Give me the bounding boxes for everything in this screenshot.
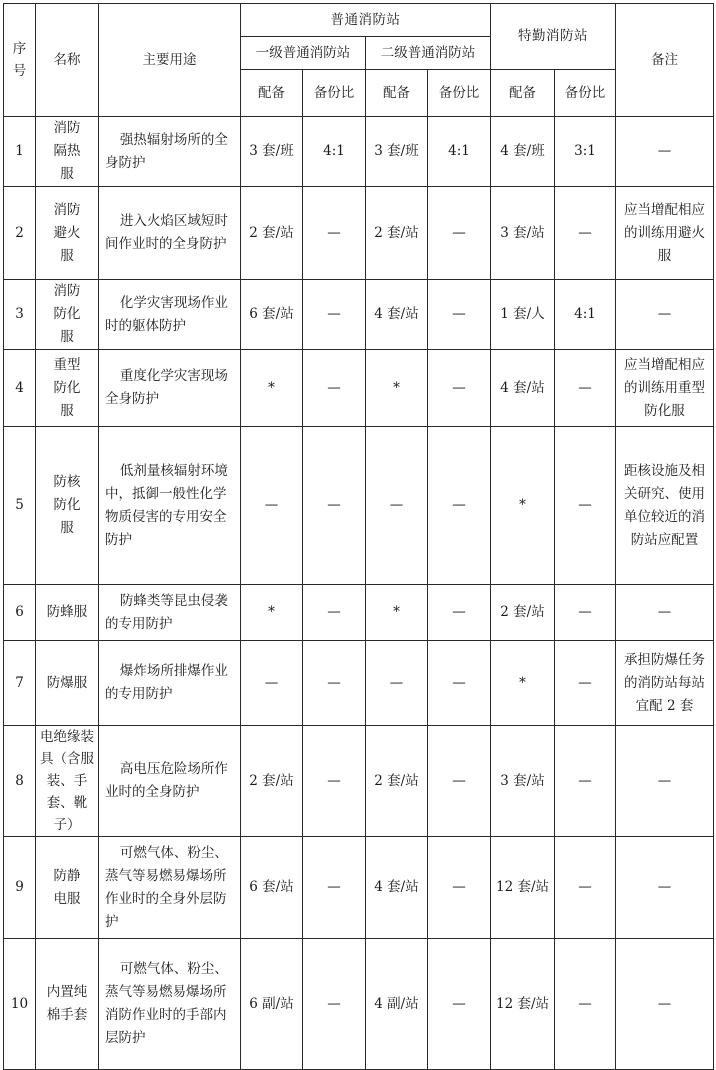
row-special-equip: 2 套/站 <box>491 585 555 641</box>
row-level2-equip: — <box>366 427 428 585</box>
row-level2-equip: 2 套/站 <box>366 726 428 837</box>
row-special-equip: * <box>491 641 555 726</box>
row-use: 可燃气体、粉尘、蒸气等易燃易爆场所作业时的全身外层防护 <box>99 837 241 939</box>
row-use: 强热辐射场所的全身防护 <box>99 117 241 187</box>
row-name: 消防避火服 <box>36 187 99 280</box>
row-special-ratio: — <box>555 726 616 837</box>
row-level2-ratio: — <box>428 187 491 280</box>
row-index: 6 <box>4 585 36 641</box>
table-row <box>4 187 714 280</box>
row-special-ratio: — <box>555 427 616 585</box>
header-row-1 <box>4 4 714 37</box>
table-row <box>4 641 714 726</box>
row-index: 7 <box>4 641 36 726</box>
row-special-ratio: — <box>555 187 616 280</box>
row-level2-ratio: — <box>428 427 491 585</box>
row-use: 化学灾害现场作业时的躯体防护 <box>99 280 241 350</box>
row-note: 距核设施及相关研究、使用单位较近的消防站应配置 <box>616 427 714 585</box>
row-level1-equip: * <box>241 585 303 641</box>
header-special-ratio: 备份比 <box>555 70 616 117</box>
header-special-station: 特勤消防站 <box>491 4 616 70</box>
row-level1-ratio: — <box>303 350 366 427</box>
row-name: 防静电服 <box>36 837 99 939</box>
table-row <box>4 726 714 837</box>
row-use: 可燃气体、粉尘、蒸气等易燃易爆场所消防作业时的手部内层防护 <box>99 939 241 1070</box>
row-level1-equip: 3 套/班 <box>241 117 303 187</box>
header-ordinary-station: 普通消防站 <box>241 4 491 37</box>
row-special-ratio: — <box>555 585 616 641</box>
row-level1-equip: 2 套/站 <box>241 726 303 837</box>
row-note: — <box>616 585 714 641</box>
row-special-ratio: 4:1 <box>555 280 616 350</box>
row-name: 重型防化服 <box>36 350 99 427</box>
row-level1-equip: — <box>241 427 303 585</box>
table-row <box>4 837 714 939</box>
row-name: 防核防化服 <box>36 427 99 585</box>
row-use: 高电压危险场所作业时的全身防护 <box>99 726 241 837</box>
equipment-table <box>3 3 714 1070</box>
row-note: — <box>616 726 714 837</box>
header-level2-equip: 配备 <box>366 70 428 117</box>
row-note: — <box>616 117 714 187</box>
row-level2-equip: * <box>366 585 428 641</box>
row-special-equip: 3 套/站 <box>491 726 555 837</box>
row-note: 承担防爆任务的消防站每站宜配 2 套 <box>616 641 714 726</box>
row-note: — <box>616 280 714 350</box>
row-special-ratio: 3:1 <box>555 117 616 187</box>
row-level2-equip: 2 套/站 <box>366 187 428 280</box>
header-index: 序号 <box>4 4 36 117</box>
row-index: 10 <box>4 939 36 1070</box>
row-index: 9 <box>4 837 36 939</box>
row-level1-equip: 6 副/站 <box>241 939 303 1070</box>
row-use: 防蜂类等昆虫侵袭的专用防护 <box>99 585 241 641</box>
row-use: 重度化学灾害现场全身防护 <box>99 350 241 427</box>
row-level2-ratio: — <box>428 350 491 427</box>
row-index: 8 <box>4 726 36 837</box>
row-index: 3 <box>4 280 36 350</box>
row-level1-equip: * <box>241 350 303 427</box>
row-index: 5 <box>4 427 36 585</box>
header-level2: 二级普通消防站 <box>366 37 491 70</box>
header-level1-equip: 配备 <box>241 70 303 117</box>
row-note: 应当增配相应的训练用避火服 <box>616 187 714 280</box>
row-level1-ratio: — <box>303 641 366 726</box>
table-row <box>4 280 714 350</box>
header-note: 备注 <box>616 4 714 117</box>
row-level1-ratio: — <box>303 939 366 1070</box>
row-name: 电绝缘装具（含服装、手套、靴子） <box>36 726 99 837</box>
row-special-ratio: — <box>555 837 616 939</box>
row-special-equip: 3 套/站 <box>491 187 555 280</box>
row-special-equip: 4 套/站 <box>491 350 555 427</box>
row-special-equip: 1 套/人 <box>491 280 555 350</box>
row-use: 爆炸场所排爆作业的专用防护 <box>99 641 241 726</box>
row-special-ratio: — <box>555 641 616 726</box>
row-level1-ratio: — <box>303 585 366 641</box>
row-index: 1 <box>4 117 36 187</box>
row-level2-equip: * <box>366 350 428 427</box>
table-row <box>4 585 714 641</box>
row-level1-ratio: — <box>303 726 366 837</box>
row-level2-ratio: — <box>428 641 491 726</box>
header-level1: 一级普通消防站 <box>241 37 366 70</box>
header-level2-ratio: 备份比 <box>428 70 491 117</box>
row-name: 消防防化服 <box>36 280 99 350</box>
row-special-equip: 12 套/站 <box>491 939 555 1070</box>
row-name: 消防隔热服 <box>36 117 99 187</box>
row-special-ratio: — <box>555 350 616 427</box>
row-level1-equip: 6 套/站 <box>241 837 303 939</box>
row-level1-equip: 2 套/站 <box>241 187 303 280</box>
table-row <box>4 350 714 427</box>
row-index: 2 <box>4 187 36 280</box>
row-level2-ratio: — <box>428 939 491 1070</box>
header-name: 名称 <box>36 4 99 117</box>
row-level2-equip: 4 套/站 <box>366 837 428 939</box>
row-level1-equip: — <box>241 641 303 726</box>
table-row <box>4 117 714 187</box>
row-level1-ratio: — <box>303 187 366 280</box>
row-index: 4 <box>4 350 36 427</box>
row-special-equip: 12 套/站 <box>491 837 555 939</box>
row-name: 防爆服 <box>36 641 99 726</box>
table-row <box>4 939 714 1070</box>
row-level1-ratio: — <box>303 837 366 939</box>
row-level2-ratio: — <box>428 837 491 939</box>
table-row <box>4 427 714 585</box>
header-level1-ratio: 备份比 <box>303 70 366 117</box>
row-use: 低剂量核辐射环境中，抵御一般性化学物质侵害的专用安全防护 <box>99 427 241 585</box>
row-level1-ratio: — <box>303 427 366 585</box>
row-note: — <box>616 837 714 939</box>
row-name: 防蜂服 <box>36 585 99 641</box>
row-level2-ratio: 4:1 <box>428 117 491 187</box>
row-special-equip: 4 套/班 <box>491 117 555 187</box>
row-name: 内置纯棉手套 <box>36 939 99 1070</box>
row-level1-equip: 6 套/站 <box>241 280 303 350</box>
row-level2-equip: — <box>366 641 428 726</box>
row-use: 进入火焰区域短时间作业时的全身防护 <box>99 187 241 280</box>
row-level1-ratio: — <box>303 280 366 350</box>
header-special-equip: 配备 <box>491 70 555 117</box>
header-use: 主要用途 <box>99 4 241 117</box>
row-level2-equip: 4 副/站 <box>366 939 428 1070</box>
row-level2-ratio: — <box>428 585 491 641</box>
row-note: — <box>616 939 714 1070</box>
row-level2-ratio: — <box>428 280 491 350</box>
row-special-equip: * <box>491 427 555 585</box>
row-note: 应当增配相应的训练用重型防化服 <box>616 350 714 427</box>
row-special-ratio: — <box>555 939 616 1070</box>
row-level2-equip: 3 套/班 <box>366 117 428 187</box>
row-level2-equip: 4 套/站 <box>366 280 428 350</box>
row-level1-ratio: 4:1 <box>303 117 366 187</box>
row-level2-ratio: — <box>428 726 491 837</box>
